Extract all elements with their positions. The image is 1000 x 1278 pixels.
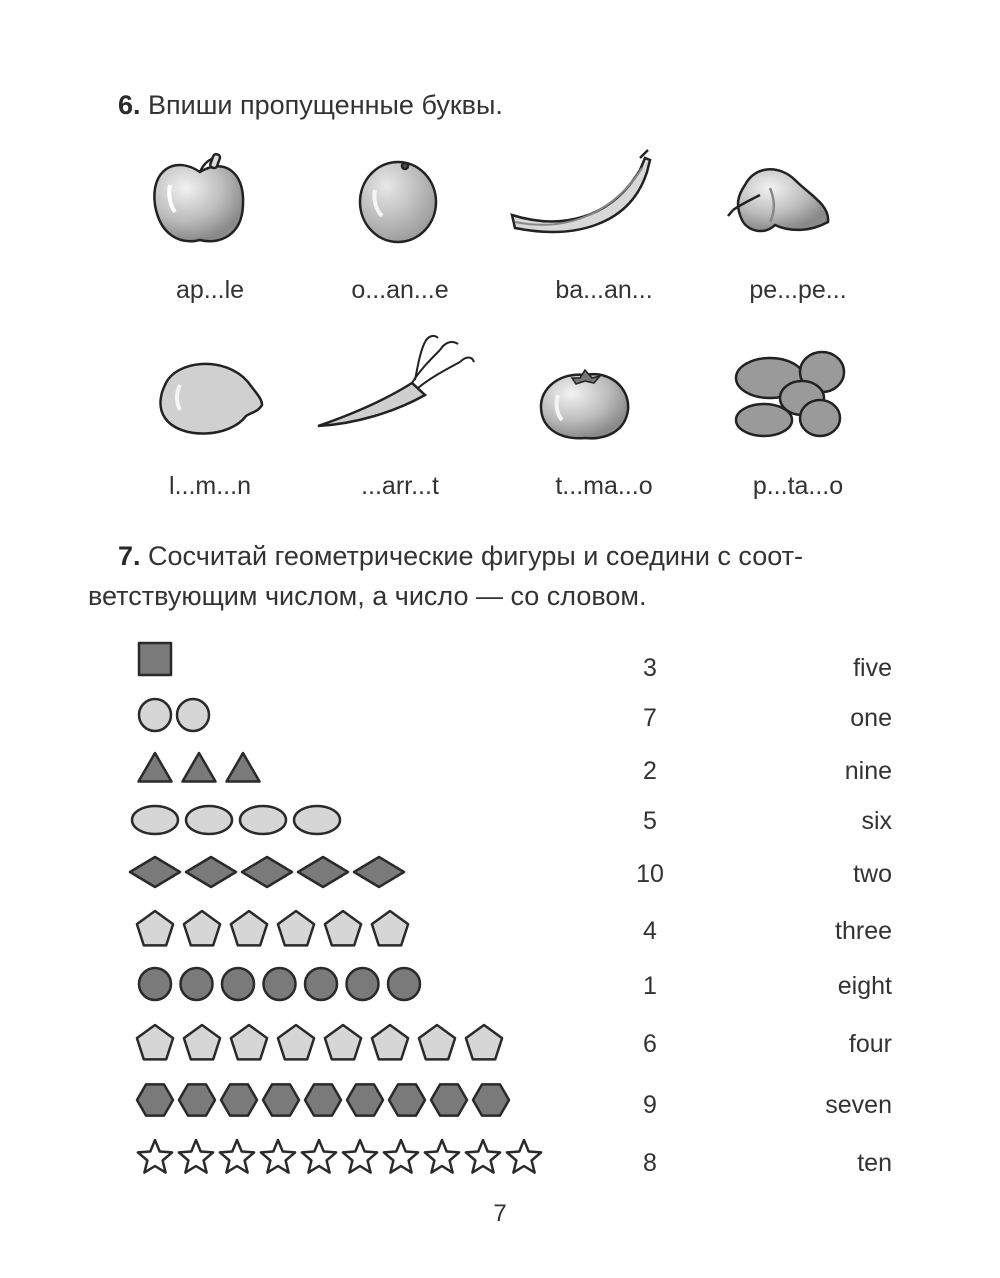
star-shape xyxy=(179,1140,213,1173)
number-item[interactable]: 3 xyxy=(643,654,657,682)
circle-shape xyxy=(177,699,209,731)
circle-shape xyxy=(305,968,337,1000)
diamond-shape xyxy=(354,857,404,887)
hexagon-shape xyxy=(473,1084,509,1115)
pentagon-shape xyxy=(419,1025,455,1059)
task-7-instruction-line1: Сосчитай геометрические фигуры и соедини с соот- xyxy=(148,541,804,571)
number-item[interactable]: 10 xyxy=(636,860,664,888)
hexagon-shape xyxy=(137,1084,173,1115)
triangle-shape xyxy=(227,753,260,782)
hexagon-shape xyxy=(263,1084,299,1115)
pentagon-shape xyxy=(231,1025,267,1059)
hexagon-shape xyxy=(221,1084,257,1115)
circle-shape xyxy=(347,968,379,1000)
number-item[interactable]: 7 xyxy=(643,704,657,732)
hexagon-shape xyxy=(305,1084,341,1115)
hexagon-shape xyxy=(431,1084,467,1115)
task-7-number: 7. xyxy=(118,541,141,571)
star-shape xyxy=(425,1140,459,1173)
oval-shape xyxy=(294,806,340,834)
english-word[interactable]: four xyxy=(848,1030,892,1058)
pentagon-shape xyxy=(278,911,314,945)
star-shape xyxy=(466,1140,500,1173)
triangle-shape xyxy=(183,753,216,782)
pentagon-shape xyxy=(184,911,220,945)
word-apple: ap...le xyxy=(175,276,245,304)
star-shape xyxy=(384,1140,418,1173)
number-item[interactable]: 6 xyxy=(643,1030,657,1058)
english-word[interactable]: three xyxy=(835,917,892,945)
english-word[interactable]: nine xyxy=(844,757,892,785)
pentagon-shape xyxy=(372,911,408,945)
number-item[interactable]: 9 xyxy=(643,1091,657,1119)
task-6-number: 6. xyxy=(118,90,141,120)
triangle-shape xyxy=(139,753,172,782)
circle-shape xyxy=(388,968,420,1000)
word-banana: ba...an... xyxy=(555,276,653,304)
english-word[interactable]: five xyxy=(853,654,892,682)
star-shape xyxy=(138,1140,172,1173)
english-word[interactable]: eight xyxy=(837,972,892,1000)
oval-shape xyxy=(240,806,286,834)
circle-shape xyxy=(139,968,171,1000)
pentagon-shape xyxy=(278,1025,314,1059)
diamond-shape xyxy=(130,857,180,887)
pentagon-shape xyxy=(325,911,361,945)
circle-shape xyxy=(181,968,213,1000)
pentagon-shape xyxy=(325,1025,361,1059)
number-item[interactable]: 8 xyxy=(643,1149,657,1177)
pentagon-shape xyxy=(231,911,267,945)
word-pepper: pe...pe... xyxy=(749,276,847,304)
hexagon-shape xyxy=(179,1084,215,1115)
english-word[interactable]: ten xyxy=(857,1149,892,1177)
oval-shape xyxy=(186,806,232,834)
english-word[interactable]: one xyxy=(850,704,892,732)
star-shape xyxy=(261,1140,295,1173)
circle-shape xyxy=(264,968,296,1000)
pentagon-shape xyxy=(137,1025,173,1059)
diamond-shape xyxy=(298,857,348,887)
number-item[interactable]: 1 xyxy=(643,972,657,1000)
number-item[interactable]: 5 xyxy=(643,807,657,835)
hexagon-shape xyxy=(389,1084,425,1115)
square-shape xyxy=(139,643,171,675)
page-number: 7 xyxy=(493,1200,507,1227)
circle-shape xyxy=(222,968,254,1000)
word-carrot: ...arr...t xyxy=(361,472,439,500)
task-6-instruction: Впиши пропущенные буквы. xyxy=(148,90,503,120)
star-shape xyxy=(220,1140,254,1173)
diamond-shape xyxy=(186,857,236,887)
pentagon-shape xyxy=(137,911,173,945)
star-shape xyxy=(507,1140,541,1173)
english-word[interactable]: seven xyxy=(825,1091,892,1119)
pentagon-shape xyxy=(466,1025,502,1059)
star-shape xyxy=(343,1140,377,1173)
task-7-instruction-line2: ветствующим числом, а число — со словом. xyxy=(88,581,647,611)
word-tomato: t...ma...o xyxy=(555,472,653,500)
pentagon-shape xyxy=(184,1025,220,1059)
diamond-shape xyxy=(242,857,292,887)
star-shape xyxy=(302,1140,336,1173)
word-orange: o...an...e xyxy=(351,276,449,304)
word-lemon: l...m...n xyxy=(169,472,251,500)
number-item[interactable]: 4 xyxy=(643,917,657,945)
english-word[interactable]: six xyxy=(861,807,892,835)
circle-shape xyxy=(139,699,171,731)
number-item[interactable]: 2 xyxy=(643,757,657,785)
pentagon-shape xyxy=(372,1025,408,1059)
oval-shape xyxy=(132,806,178,834)
word-potato: p...ta...o xyxy=(752,472,844,500)
english-word[interactable]: two xyxy=(853,860,892,888)
hexagon-shape xyxy=(347,1084,383,1115)
